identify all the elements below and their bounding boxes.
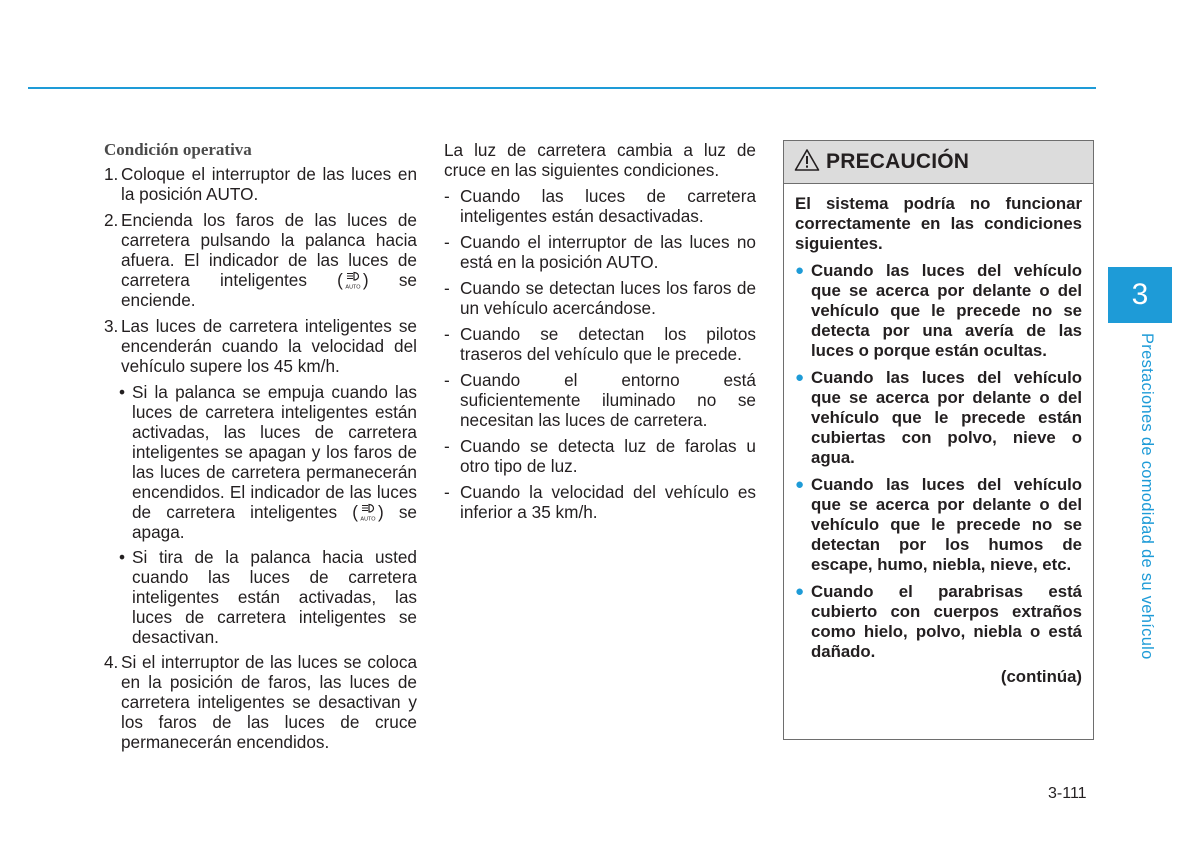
caution-header — [784, 141, 1093, 184]
caution-intro: El sistema podría no funcionar correctamente en las condiciones siguientes. — [795, 194, 1082, 254]
auto-high-beam-icon — [358, 502, 378, 522]
chapter-tab: 3 — [1108, 267, 1172, 323]
condition-item: - Cuando se detecta luz de farolas u otro tipo de luz. — [444, 436, 756, 476]
condition-item: - Cuando el entorno está suficientemente iluminado no se necesitan las luces de carretera. — [444, 370, 756, 430]
caution-body — [784, 184, 1093, 688]
bullet-icon: ● — [795, 368, 805, 386]
section-heading: Condición operativa — [104, 140, 252, 159]
condition-item: - Cuando se detectan los pilotos traseros del vehículo que le precede. — [444, 324, 756, 364]
step-4: 4. Si el interruptor de las luces se coloca en la posición de faros, las luces de carretera inteligentes se desactivan y los faros de las luces de cruce permanecerán encendidos. — [104, 652, 417, 752]
step-2: 2. Encienda los faros de las luces de carretera pulsando la palanca hacia afuera. El indicador de las luces de carretera inteligentes ( AUTO ) se enciende. — [104, 210, 417, 310]
bullet-icon: ● — [795, 582, 805, 600]
sub-bullet-1: • Si la palanca se empuja cuando las luces de carretera inteligentes están activadas, las luces de carretera inteligentes se apagan y los faros de las luces de carretera permanecerán encendidos. El indicador de las luces de carretera inteligentes ( AUTO ) se apaga. — [119, 382, 417, 542]
caution-item: ● Cuando las luces del vehículo que se acerca por delante o del vehículo que le precede no se detectan por los humos de escape, humo, niebla, nieve, etc. — [795, 474, 1082, 575]
continued-label: (continúa) — [1000, 667, 1082, 687]
step-1: 1. Coloque el interruptor de las luces en la posición AUTO. — [104, 164, 417, 204]
left-column — [104, 140, 417, 758]
warning-triangle-icon — [794, 148, 820, 177]
bullet-icon: • — [119, 547, 126, 567]
caution-box — [783, 140, 1094, 740]
middle-column — [444, 140, 756, 528]
condition-item: - Cuando la velocidad del vehículo es inferior a 35 km/h. — [444, 482, 756, 522]
caution-item: ● Cuando las luces del vehículo que se acerca por delante o del vehículo que le precede no se detecta por una avería de las luces o porque están ocultas. — [795, 260, 1082, 361]
chapter-title: Prestaciones de comodidad de su vehículo — [1138, 333, 1156, 660]
auto-high-beam-icon — [343, 270, 363, 290]
condition-item: - Cuando el interruptor de las luces no está en la posición AUTO. — [444, 232, 756, 272]
step-3: 3. Las luces de carretera inteligentes se encenderán cuando la velocidad del vehículo supere los 45 km/h. — [104, 316, 417, 376]
middle-intro: La luz de carretera cambia a luz de cruce en las siguientes condiciones. — [444, 140, 756, 180]
caution-item: ● Cuando las luces del vehículo que se acerca por delante o del vehículo que le precede están cubiertas con polvo, nieve o agua. — [795, 367, 1082, 468]
page-number: 3-111 — [1048, 785, 1087, 802]
caution-item: ● Cuando el parabrisas está cubierto con cuerpos extraños como hielo, polvo, niebla o está dañado. — [795, 581, 1082, 662]
condition-item: - Cuando las luces de carretera inteligentes están desactivadas. — [444, 186, 756, 226]
svg-text:AUTO: AUTO — [360, 516, 376, 522]
sub-bullet-2: • Si tira de la palanca hacia usted cuando las luces de carretera inteligentes están activadas, las luces de carretera inteligentes se desactivan. — [119, 547, 417, 647]
bullet-icon: ● — [795, 261, 805, 279]
bullet-icon: ● — [795, 475, 805, 493]
svg-text:AUTO: AUTO — [345, 284, 361, 290]
caution-title: PRECAUCIÓN — [826, 150, 970, 173]
bullet-icon: • — [119, 382, 126, 402]
top-rule — [28, 87, 1096, 89]
condition-item: - Cuando se detectan luces los faros de un vehículo acercándose. — [444, 278, 756, 318]
